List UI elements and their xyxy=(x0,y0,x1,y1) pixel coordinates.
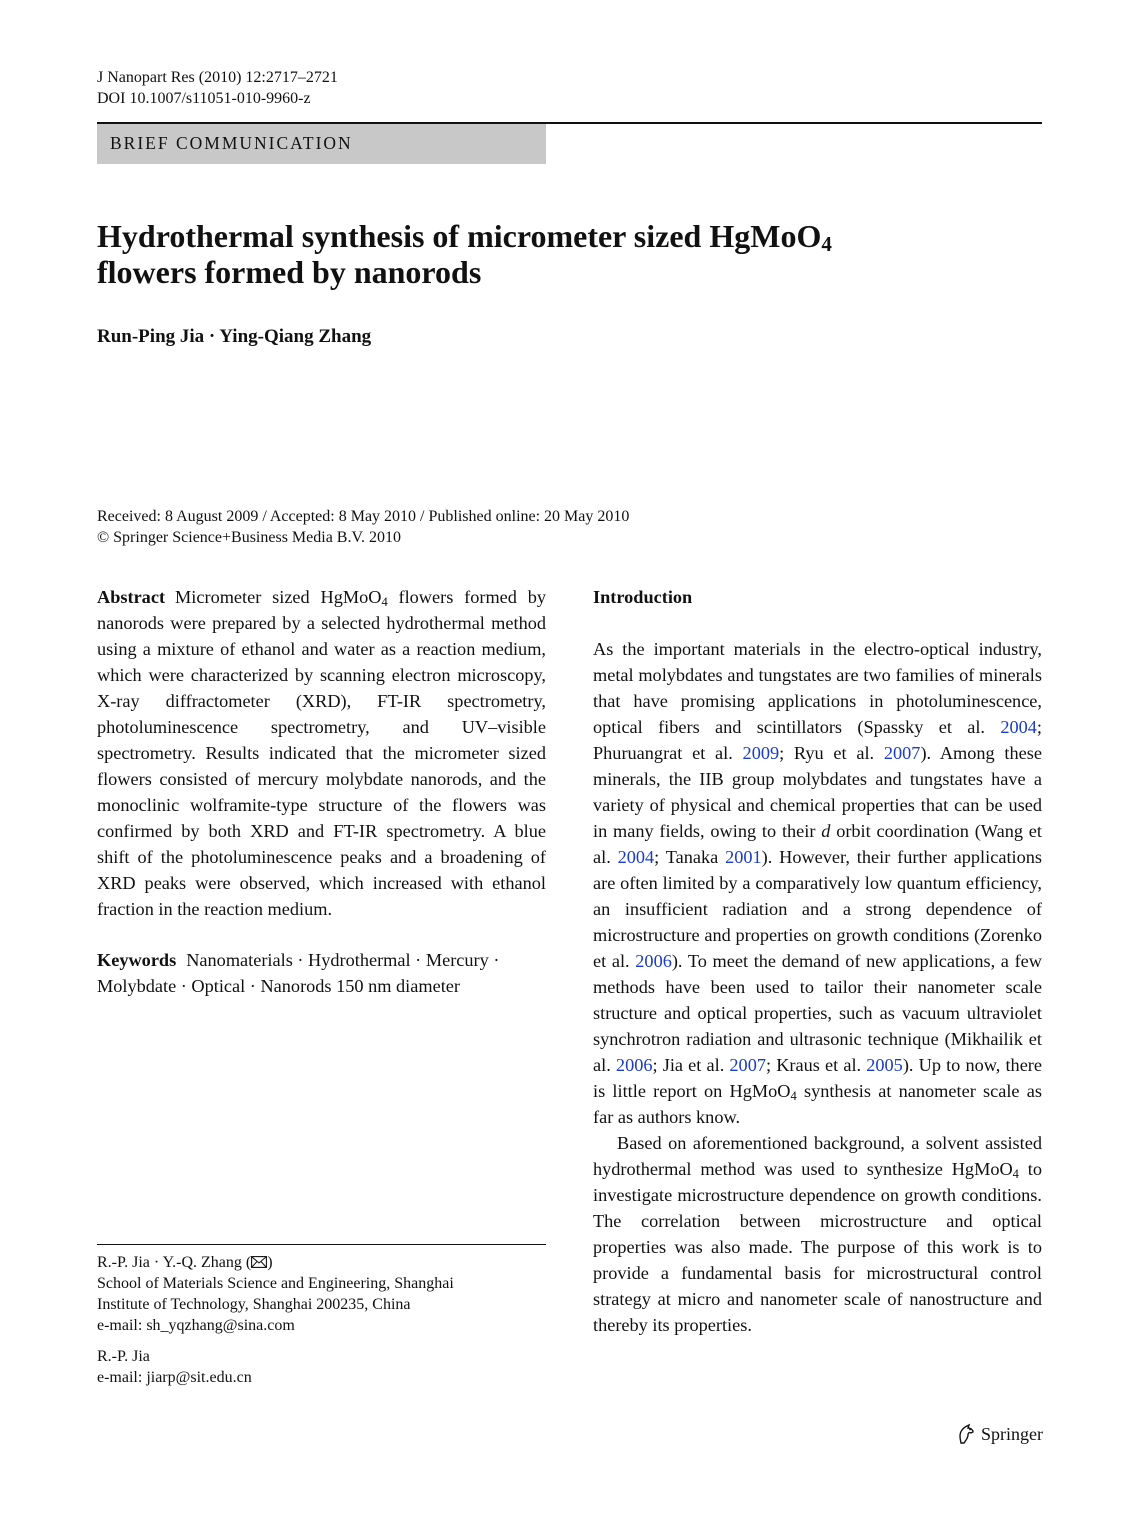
author-list: Run-Ping Jia · Ying-Qiang Zhang xyxy=(97,326,372,347)
keywords-text: Nanomaterials · Hydrothermal · Mercury · Molybdate · Optical · Nanorods 150 nm diameter xyxy=(97,950,500,996)
keywords xyxy=(97,947,546,999)
email-link[interactable]: e-mail: sh_yqzhang@sina.com xyxy=(97,1317,295,1334)
citation-link[interactable]: 2004 xyxy=(617,847,655,867)
journal-doi: DOI 10.1007/s11051-010-9960-z xyxy=(97,90,311,107)
email-link[interactable]: e-mail: jiarp@sit.edu.cn xyxy=(97,1369,252,1386)
affiliation-footnote xyxy=(97,1252,454,1388)
section-band: BRIEF COMMUNICATION xyxy=(97,124,546,164)
affiliation-author: R.-P. Jia xyxy=(97,1348,150,1365)
citation-link[interactable]: 2007 xyxy=(729,1055,766,1075)
citation-link[interactable]: 2006 xyxy=(615,1055,653,1075)
citation-link[interactable]: 2006 xyxy=(635,951,672,971)
affiliation-line: Institute of Technology, Shanghai 200235, China xyxy=(97,1296,411,1313)
springer-horse-icon xyxy=(955,1423,977,1445)
copyright-line: © Springer Science+Business Media B.V. 2010 xyxy=(97,529,401,546)
intro-paragraph-1: As the important materials in the electro-optical industry, metal molybdates and tungstates are two families of minerals that have promising applications in photoluminescence, optical fibers and scintillators (Spassky et al. 2004; Phuruangrat et al. 2009; Ryu et al. 2007). Among these minerals, the IIB group molybdates and tungstates have a variety of physical and chemical properties that can be used in many fields, owing to their d orbit coordination (Wang et al. 2004; Tanaka 2001). However, their further applications are often limited by a comparatively low quantum efficiency, an insufficient radiation and a strong dependence of microstructure and properties on growth conditions (Zorenko et al. 2006). To meet the demand of new applications, a few methods have been used to tailor their nanometer scale structure and optical properties, such as vacuum ultraviolet synchrotron radiation and ultrasonic technique (Mikhailik et al. 2006; Jia et al. 2007; Kraus et al. 2005). Up to now, there is little report on HgMoO$_4$ synthesis at nanometer scale as far as authors know. xyxy=(593,639,1043,1127)
publisher-name: Springer xyxy=(981,1423,1043,1444)
keywords-label: Keywords xyxy=(97,950,177,970)
journal-header xyxy=(97,67,338,109)
intro-paragraph-2: Based on aforementioned background, a solvent assisted hydrothermal method was used to synthesize HgMoO$_4$ to investigate microstructure dependence on growth conditions. The correlation between microstructure and optical properties was also made. The purpose of this work is to provide a fundamental basis for microstructural control strategy at micro and nanometer scale of nanostructure and thereby its properties. xyxy=(593,1133,1042,1335)
paper-title xyxy=(97,218,917,290)
title-subscript: 4 xyxy=(821,232,832,256)
citation-link[interactable]: 2007 xyxy=(883,743,921,763)
left-column xyxy=(97,584,546,999)
citation-link[interactable]: 2004 xyxy=(1000,717,1037,737)
affiliation-line: School of Materials Science and Engineering, Shanghai xyxy=(97,1275,454,1292)
right-column xyxy=(593,584,1042,1338)
dates-line: Received: 8 August 2009 / Accepted: 8 May 2010 / Published online: 20 May 2010 xyxy=(97,508,630,525)
abstract: Abstract Micrometer sized HgMoO$_4$ flowers formed by nanorods were prepared by a selected hydrothermal method using a mixture of ethanol and water as a reaction medium, which were characterized by scanning electron microscopy, X-ray diffractometer (XRD), FT-IR spectrometry, photoluminescence spectrometry, and UV–visible spectrometry. Results indicated that the micrometer sized flowers consisted of mercury molybdate nanorods, and the monoclinic wolframite-type structure of the flowers was confirmed by both XRD and FT-IR spectrometry. A blue shift of the photoluminescence peaks and a broadening of XRD peaks were observed, which increased with ethanol fraction in the reaction medium. xyxy=(97,587,546,919)
citation-link[interactable]: 2009 xyxy=(742,743,780,763)
citation-link[interactable]: 2005 xyxy=(866,1055,903,1075)
section-heading-introduction: Introduction xyxy=(593,587,693,607)
envelope-icon xyxy=(251,1256,267,1268)
footnote-rule xyxy=(97,1244,546,1245)
abstract-label: Abstract xyxy=(97,587,166,607)
publication-dates xyxy=(97,506,629,548)
citation-link[interactable]: 2001 xyxy=(725,847,762,867)
journal-citation: J Nanopart Res (2010) 12:2717–2721 xyxy=(97,69,338,86)
title-line1: Hydrothermal synthesis of micrometer sized HgMoO xyxy=(97,218,822,254)
title-line2: flowers formed by nanorods xyxy=(97,254,482,290)
affiliation-authors: R.-P. Jia · Y.-Q. Zhang ( ) xyxy=(97,1254,273,1271)
springer-logo xyxy=(955,1423,1043,1445)
